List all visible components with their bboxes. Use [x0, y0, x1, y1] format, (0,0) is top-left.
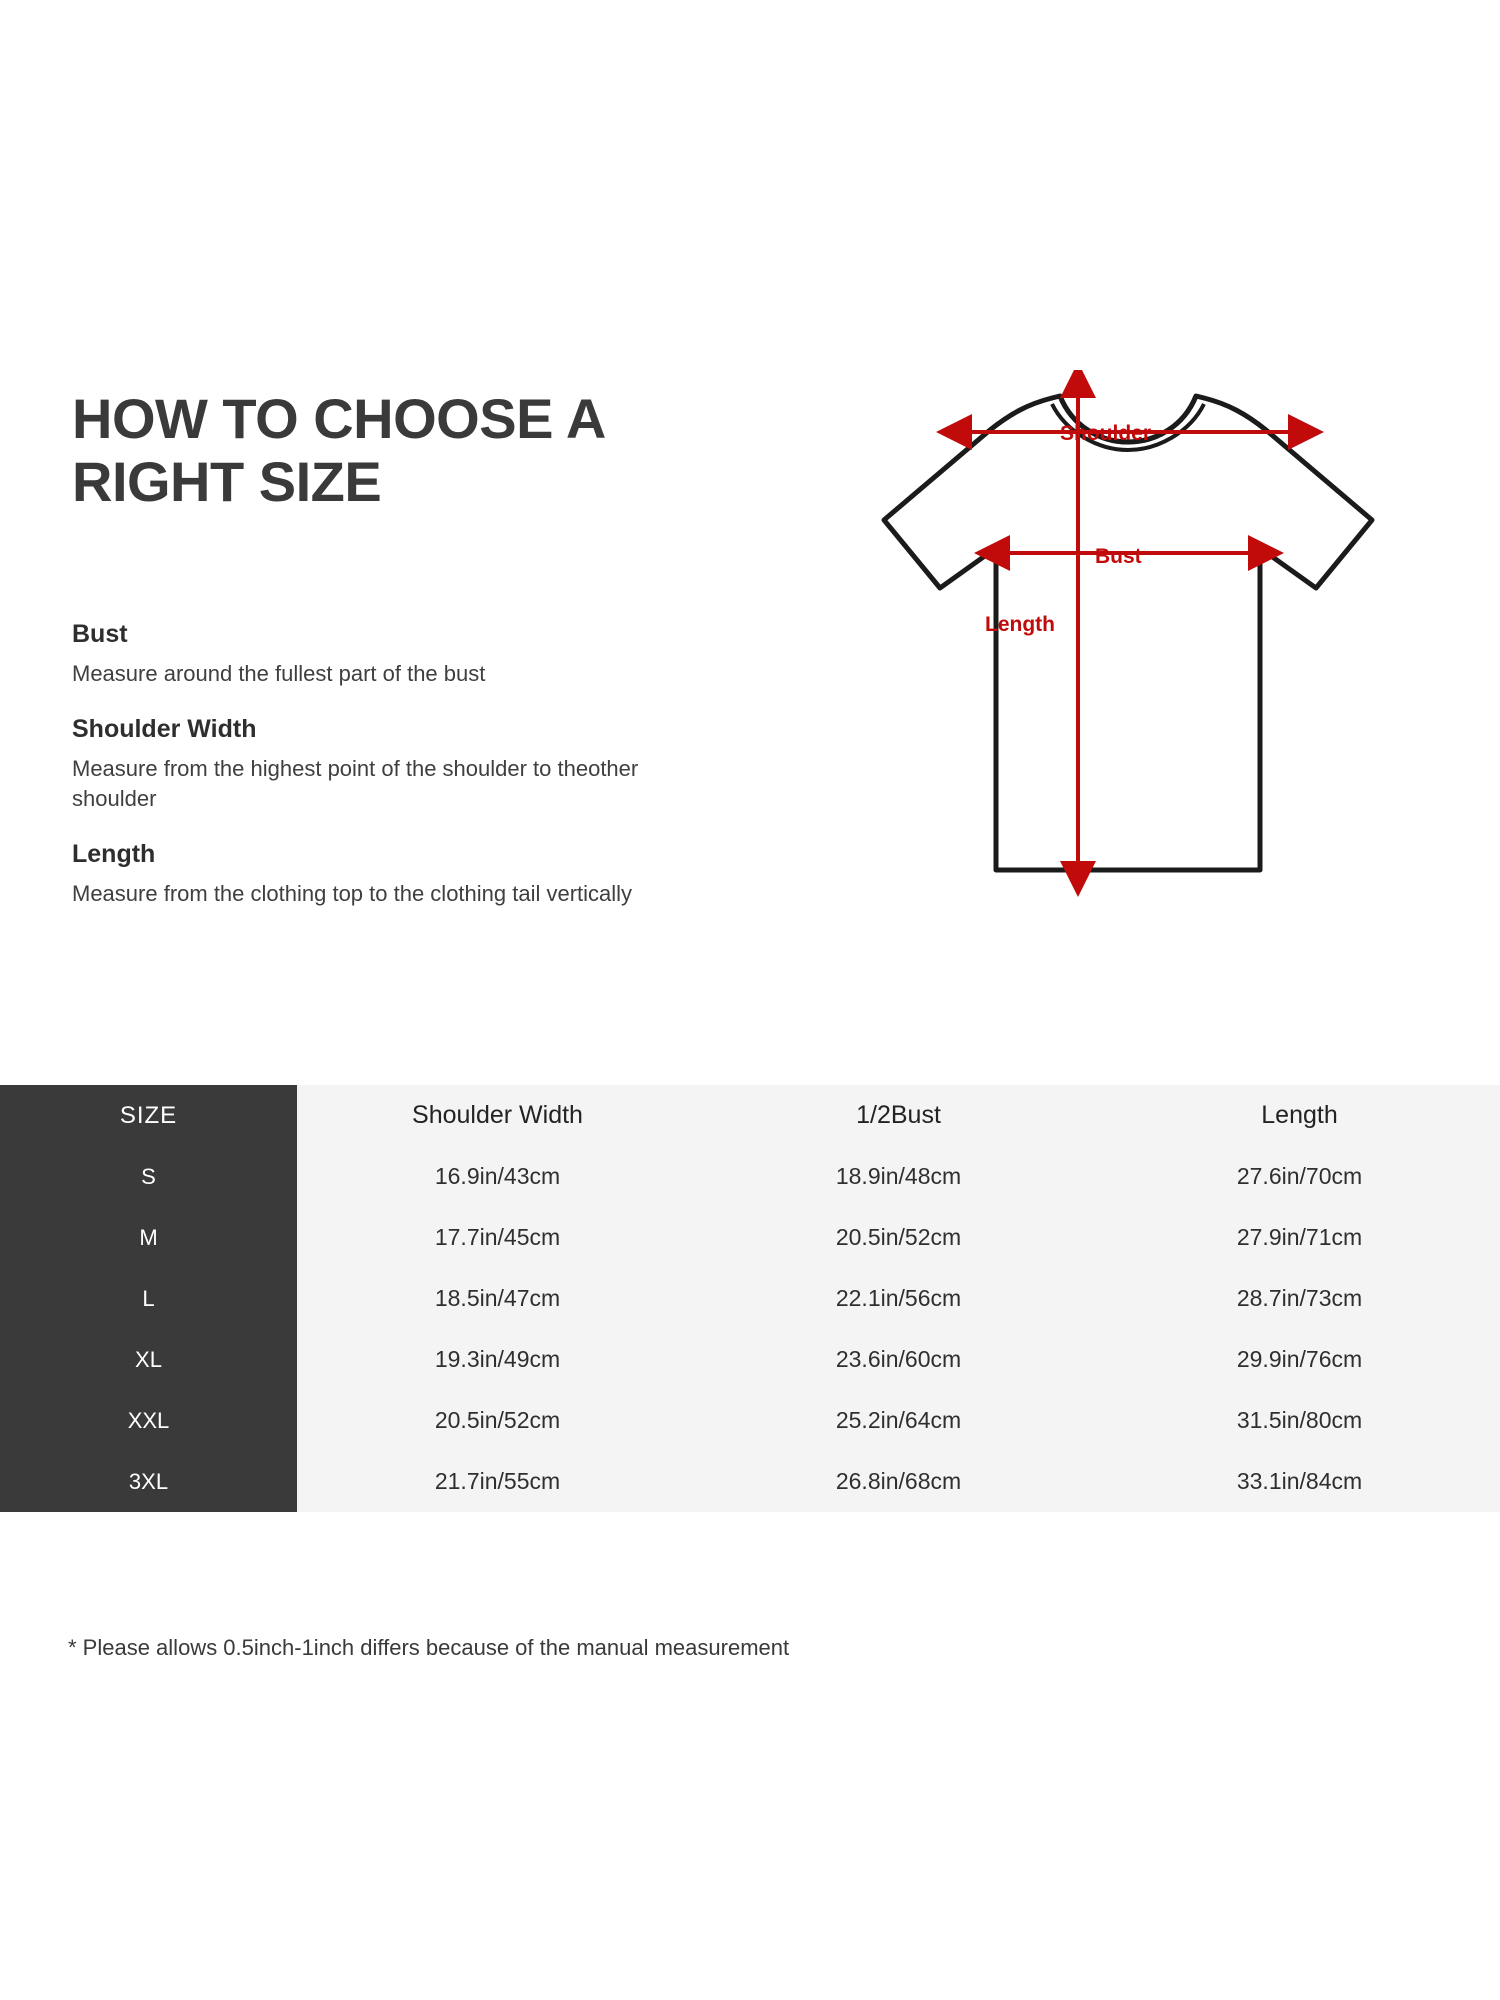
definition-bust	[72, 620, 712, 688]
definition-term: Bust	[72, 620, 128, 648]
definition-shoulder-width	[72, 715, 712, 813]
table-row	[0, 1207, 1500, 1268]
cell-length: 31.5in/80cm	[1099, 1390, 1500, 1451]
cell-half-bust: 22.1in/56cm	[698, 1268, 1099, 1329]
cell-shoulder-width: 19.3in/49cm	[297, 1329, 698, 1390]
length-label: Length	[985, 613, 1055, 636]
table-row	[0, 1451, 1500, 1512]
table-row	[0, 1390, 1500, 1451]
table-row	[0, 1268, 1500, 1329]
definition-description: Measure from the clothing top to the clothing tail vertically	[72, 880, 633, 906]
column-header-size: SIZE	[0, 1085, 297, 1146]
cell-half-bust: 20.5in/52cm	[698, 1207, 1099, 1268]
measurement-definitions	[72, 620, 712, 908]
cell-size: S	[0, 1146, 297, 1207]
cell-half-bust: 25.2in/64cm	[698, 1390, 1099, 1451]
table-row	[0, 1329, 1500, 1390]
column-header-shoulder-width: Shoulder Width	[297, 1085, 698, 1146]
shoulder-label: Shoulder	[1060, 422, 1152, 445]
size-table-zone	[0, 1085, 1500, 1512]
cell-half-bust: 18.9in/48cm	[698, 1146, 1099, 1207]
definition-description: Measure from the highest point of the shoulder to theother shoulder	[72, 756, 639, 811]
cell-length: 27.9in/71cm	[1099, 1207, 1500, 1268]
table-row	[0, 1146, 1500, 1207]
definition-term: Shoulder Width	[72, 715, 257, 744]
cell-shoulder-width: 16.9in/43cm	[297, 1146, 698, 1207]
cell-size: XL	[0, 1329, 297, 1390]
definition-term: Length	[72, 839, 156, 868]
cell-shoulder-width: 17.7in/45cm	[297, 1207, 698, 1268]
cell-length: 28.7in/73cm	[1099, 1268, 1500, 1329]
tshirt-body-path	[884, 396, 1372, 870]
size-table	[0, 1085, 1500, 1512]
tshirt-illustration	[760, 370, 1400, 1010]
table-header-row	[0, 1085, 1500, 1146]
cell-half-bust: 26.8in/68cm	[698, 1451, 1099, 1512]
cell-shoulder-width: 20.5in/52cm	[297, 1390, 698, 1451]
tshirt-diagram	[760, 370, 1400, 1010]
cell-length: 29.9in/76cm	[1099, 1329, 1500, 1390]
bust-label: Bust	[1095, 545, 1142, 568]
page-title: HOW TO CHOOSE A RIGHT SIZE	[72, 387, 604, 513]
cell-length: 33.1in/84cm	[1099, 1451, 1500, 1512]
cell-shoulder-width: 18.5in/47cm	[297, 1268, 698, 1329]
definition-description: Measure around the fullest part of the bust	[72, 661, 486, 686]
definition-length	[72, 840, 712, 908]
size-table-header	[0, 1085, 1500, 1146]
cell-size: 3XL	[0, 1451, 297, 1512]
cell-size: M	[0, 1207, 297, 1268]
cell-size: L	[0, 1268, 297, 1329]
cell-length: 27.6in/70cm	[1099, 1146, 1500, 1207]
column-header-length: Length	[1099, 1085, 1500, 1146]
cell-size: XXL	[0, 1390, 297, 1451]
size-table-body	[0, 1146, 1500, 1512]
column-header-half-bust: 1/2Bust	[698, 1085, 1099, 1146]
measurement-note: * Please allows 0.5inch-1inch differs because of the manual measurement	[68, 1635, 790, 1660]
cell-half-bust: 23.6in/60cm	[698, 1329, 1099, 1390]
cell-shoulder-width: 21.7in/55cm	[297, 1451, 698, 1512]
